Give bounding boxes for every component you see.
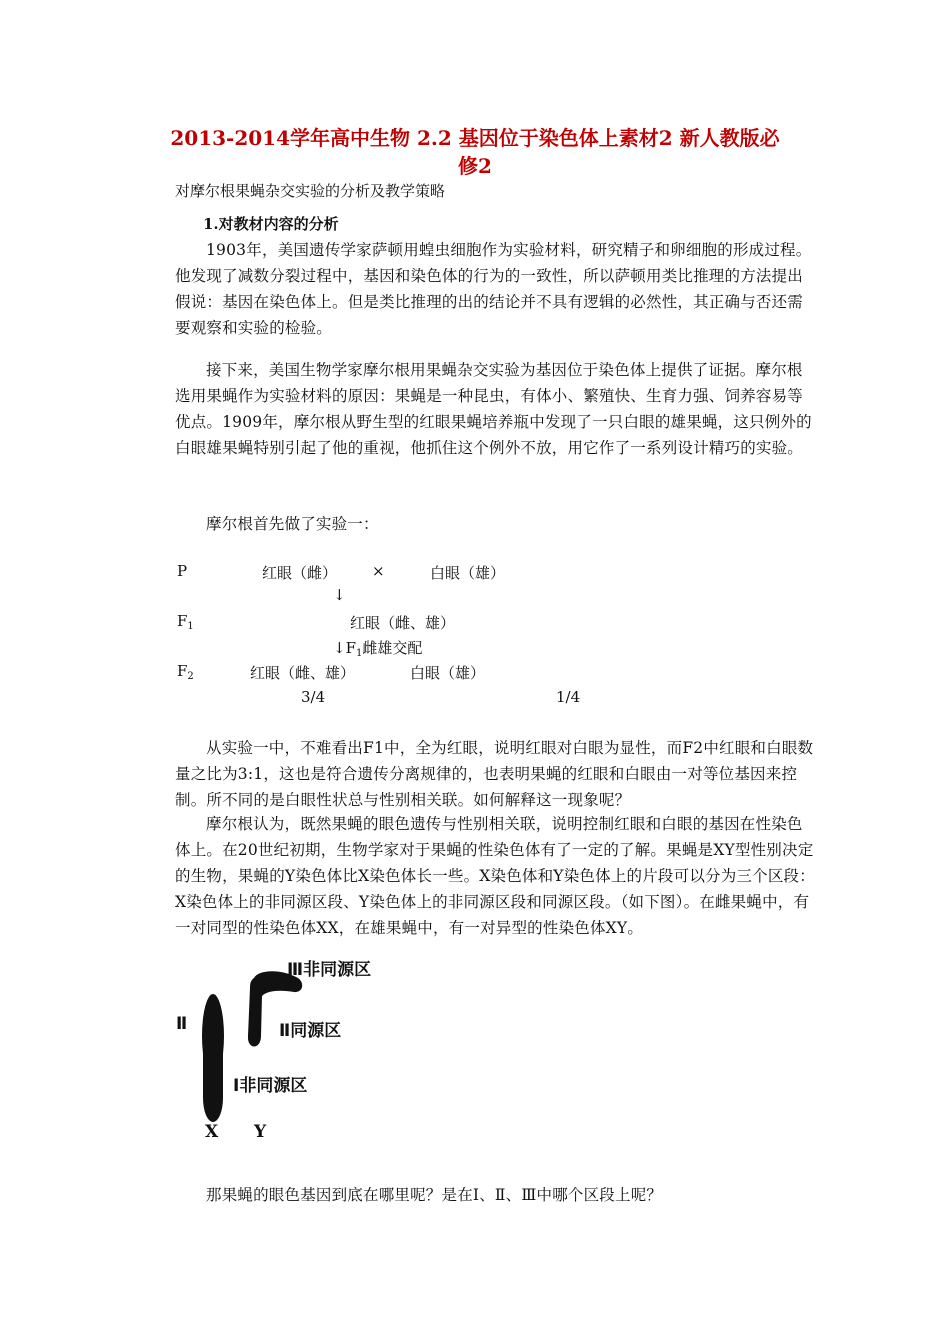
p-male: 白眼（雄） — [430, 564, 506, 582]
paragraph-sutton: 1903年，美国遗传学家萨顿用蝗虫细胞作为实验材料，研究精子和卵细胞的形成过程。他发现了减数分裂过程中，基因和染色体的行为的一致性，所以萨顿用类比推理的方法提出假说：基因在染色体上。但是类比推理的出的结论并不具有逻辑的必然性，其正确与否还需要观察和实验的检验。 — [175, 241, 812, 337]
f1-label: $F_1$ — [177, 612, 194, 632]
cross-symbol: × — [372, 562, 385, 580]
section-heading: 1.对教材内容的分析 — [203, 215, 339, 233]
arrow-down-1: ↓ — [333, 586, 346, 604]
ratio-white: 1/4 — [556, 688, 581, 706]
f1-result: 红眼（雌、雄） — [350, 614, 456, 632]
paragraph-morgan-intro: 接下来，美国生物学家摩尔根用果蝇杂交实验为基因位于染色体上提供了证据。摩尔根选用果蝇作为实验材料的原因：果蝇是一种昆虫，有体小、繁殖快、生育力强、饲养容易等优点。1909年，摩尔根从野生型的红眼果蝇培养瓶中发现了一只白眼的雄果蝇，这只例外的白眼雄果蝇特别引起了他的重视，他抓住这个例外不放，用它作了一系列设计精巧的实验。 — [175, 361, 812, 457]
f1-cross-line: $↓F_1$雌雄交配 — [333, 639, 423, 659]
f2-white: 白眼（雄） — [410, 664, 486, 682]
paragraph-morgan-hypothesis: 摩尔根认为，既然果蝇的眼色遗传与性别相关联，说明控制红眼和白眼的基因在性染色体上。在20世纪初期，生物学家对于果蝇的性染色体有了一定的了解。果蝇是XY型性别决定的生物，果蝇的Y染色体比X染色体长一些。X染色体和Y染色体上的片段可以分为三个区段：X染色体上的非同源区段、Y染色体上的非同源区段和同源区段。（如下图）。在雌果蝇中，有一对同型的性染色体XX，在雄果蝇中，有一对异型的性染色体XY。 — [175, 815, 815, 937]
paragraph-question: 那果蝇的眼色基因到底在哪里呢？是在Ⅰ、Ⅱ、Ⅲ中哪个区段上呢？ — [206, 1186, 663, 1204]
paragraph-analysis: 从实验一中，不难看出F1中，全为红眼，说明红眼对白眼为显性，而F2中红眼和白眼数量之比为3:1，这也是符合遗传分离规律的，也表明果蝇的红眼和白眼由一对等位基因来控制。所不同的是白眼性状总与性别相关联。如何解释这一现象呢？ — [175, 739, 814, 809]
label-region-i: Ⅰ非同源区 — [233, 1076, 308, 1096]
label-y: Y — [254, 1122, 267, 1142]
document-title-line1: 2013-2014学年高中生物 2.2 基因位于染色体上素材2 新人教版必 — [170, 126, 780, 150]
ratio-red: 3/4 — [301, 688, 326, 706]
f2-label: $F_2$ — [177, 662, 194, 682]
subtitle: 对摩尔根果蝇杂交实验的分析及教学策略 — [175, 182, 446, 200]
p-female: 红眼（雌） — [262, 564, 338, 582]
document-title-line2: 修2 — [458, 154, 492, 178]
label-region-ii-left: Ⅱ — [176, 1014, 188, 1034]
label-region-ii: Ⅱ同源区 — [279, 1021, 342, 1041]
p-generation-label: P — [177, 562, 188, 580]
label-x: X — [205, 1122, 219, 1142]
paragraph-experiment-intro: 摩尔根首先做了实验一： — [206, 515, 379, 533]
label-region-iii: Ⅲ非同源区 — [287, 960, 372, 980]
f2-red: 红眼（雌、雄） — [250, 664, 356, 682]
